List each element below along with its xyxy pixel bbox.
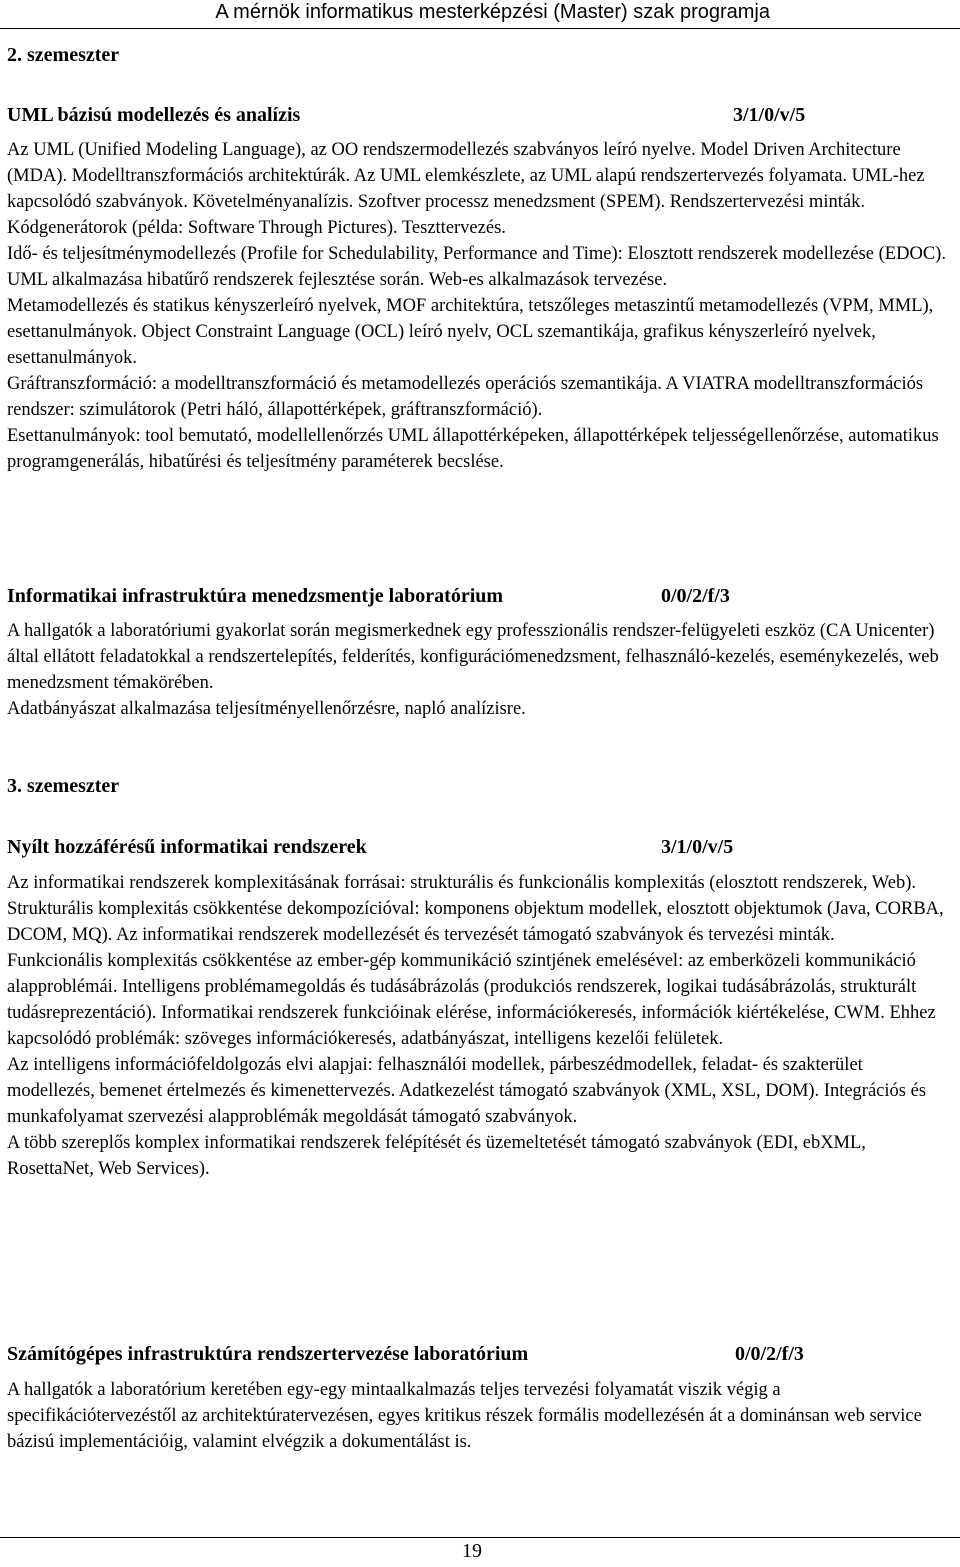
course-uml-name: UML bázisú modellezés és analízis [7,104,301,126]
course-comp-lab-description [7,1377,953,1455]
course-open-paragraph: Funkcionális komplexitás csökkentése az ember-gép kommunikáció szintjének emelésével: az emberközeli kommunikáció alapproblémái. Intelligens problémamegoldás és tudásábrázolás (produkciós rendszerek, logikai tudásábrázolás, strukturált tudásreprezentáció). Informatikai rendszerek funkcióinak elérése, információkeresés, információk kiértékelése, CWM. Ehhez kapcsolódó problémák: szöveges információkeresés, adatbányászat, intelligens kezelői felületek. [7,951,936,1049]
course-uml-code: 3/1/0/v/5 [733,104,806,126]
course-comp-lab-paragraph: A hallgatók a laboratórium keretében egy-egy mintaalkalmazás teljes tervezési folyamatát viszik végig a specifikációtervezéstől az architektúratervezésen, egyes kritikus részek formális modellezésén át a dominánsan web service bázisú implementációig, valamint elvégzik a dokumentálást is. [7,1380,922,1452]
course-open-code: 3/1/0/v/5 [661,836,734,858]
course-infra-lab-code: 0/0/2/f/3 [661,585,730,607]
course-infra-lab-description [7,618,953,722]
course-uml-paragraph: Idő- és teljesítménymodellezés (Profile for Schedulability, Performance and Time): Elosztott rendszerek modellezése (EDOC). UML alkalmazása hibatűrő rendszerek fejlesztése során. Web-es alkalmazások tervezése. [7,244,946,290]
course-infra-lab-name: Informatikai infrastruktúra menedzsmentje laboratórium [7,585,504,607]
course-uml-paragraph: Esettanulmányok: tool bemutató, modellellenőrzés UML állapottérképeken, állapottérképek teljességellenőrzése, automatikus programgenerálás, hibatűrési és teljesítmény paraméterek becslése. [7,426,939,472]
course-comp-lab-code: 0/0/2/f/3 [735,1343,804,1365]
semester-3-heading: 3. szemeszter [7,775,120,797]
course-open-paragraph: A több szereplős komplex informatikai rendszerek felépítését és üzemeltetését támogató szabványok (EDI, ebXML, RosettaNet, Web Services). [7,1133,866,1179]
course-open-name: Nyílt hozzáférésű informatikai rendszerek [7,836,367,858]
course-uml-paragraph: Az UML (Unified Modeling Language), az OO rendszermodellezés szabványos leíró nyelve. Model Driven Architecture (MDA). Modelltranszformációs architektúrák. Az UML elemkészlete, az UML alapú rendszertervezés folyamata. UML-hez kapcsolódó szabványok. Követelményanalízis. Szoftver processz menedzsment (SPEM). Rendszertervezési minták. Kódgenerátorok (példa: Software Through Pictures). Teszttervezés. [7,140,925,238]
course-infra-lab-paragraph: Adatbányászat alkalmazása teljesítményellenőrzésre, napló analízisre. [7,699,526,719]
course-open-heading [7,836,947,862]
page-number: 19 [462,1540,482,1562]
course-comp-lab-heading [7,1343,947,1369]
footer-rule [0,1537,960,1538]
course-infra-lab-paragraph: A hallgatók a laboratóriumi gyakorlat során megismerkednek egy professzionális rendszer-felügyeleti eszköz (CA Unicenter) által ellátott feladatokkal a rendszertelepítés, felderítés, konfigurációmenedzsment, felhasználó-kezelés, eseménykezelés, web menedzsment témakörében. [7,621,939,693]
course-uml-paragraph: Gráftranszformáció: a modelltranszformáció és metamodellezés operációs szemantikája. A VIATRA modelltranszformációs rendszer: szimulátorok (Petri háló, állapottérképek, gráftranszformáció). [7,374,924,420]
running-header [0,0,960,29]
semester-2-heading: 2. szemeszter [7,44,120,66]
course-infra-lab-heading [7,585,947,611]
course-uml-heading [7,104,947,130]
course-open-paragraph: Strukturális komplexitás csökkentése dekompozícióval: komponens objektum modellek, elosztott objektumok (Java, CORBA, DCOM, MQ). Az informatikai rendszerek modellezését és tervezését támogató szabványok és tervezési minták. [7,899,944,945]
course-uml-description [7,137,953,475]
page-footer [0,1537,960,1567]
course-comp-lab-name: Számítógépes infrastruktúra rendszertervezése laboratórium [7,1343,529,1365]
course-open-paragraph: Az intelligens információfeldolgozás elvi alapjai: felhasználói modellek, párbeszédmodellek, feladat- és szakterület modellezés, bemenet értelmezés és kimenettervezés. Adatkezelést támogató szabványok (XML, XSL, DOM). Integrációs és munkafolyamat szervezési alapproblémák megoldását támogató szabványok. [7,1055,927,1127]
course-uml-paragraph: Metamodellezés és statikus kényszerleíró nyelvek, MOF architektúra, tetszőleges metaszintű metamodellezés (VPM, MML), esettanulmányok. Object Constraint Language (OCL) leíró nyelv, OCL szemantikája, grafikus kényszerleíró nyelvek, esettanulmányok. [7,296,934,368]
program-title: A mérnök informatikus mesterképzési (Master) szak programja [215,1,770,23]
course-open-paragraph: Az informatikai rendszerek komplexitásának forrásai: strukturális és funkcionális komplexitás (elosztott rendszerek, Web). [7,873,917,893]
course-open-description [7,870,953,1182]
